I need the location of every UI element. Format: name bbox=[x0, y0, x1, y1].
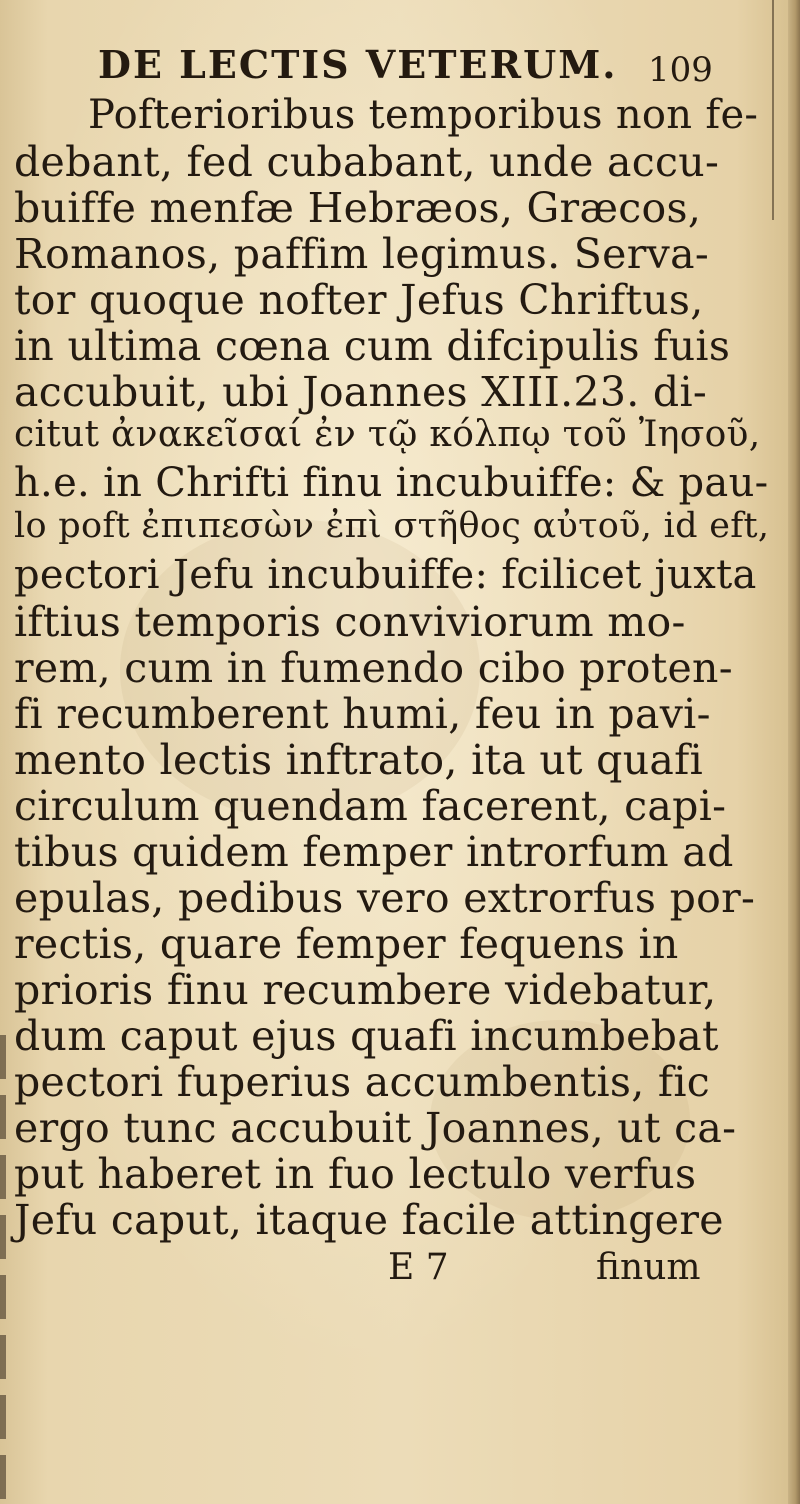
text-line: buiffe menfæ Hebræos, Græcos, bbox=[14, 184, 702, 232]
text-line: pectori Jefu incubuiffe: fcilicet juxta bbox=[14, 552, 757, 598]
text-line: fi recumberent humi, feu in pavi- bbox=[14, 690, 711, 738]
text-line: mento lectis inftrato, ita ut quafi bbox=[14, 736, 704, 784]
margin-rule bbox=[772, 0, 774, 220]
text-line: citut ἀνακεῖσαί ἐν τῷ κόλπῳ τοῦ Ἰησοῦ, bbox=[14, 414, 761, 455]
text-line: lo poft ἐπιπεσὼν ἐπὶ στῆθος αὐτοῦ, id eft, bbox=[14, 506, 770, 546]
page-edge-shadow bbox=[0, 1035, 6, 1504]
text-line: iftius temporis conviviorum mo- bbox=[14, 598, 686, 646]
page-binding-edge bbox=[788, 0, 800, 1504]
text-line: Pofterioribus temporibus non fe- bbox=[88, 92, 759, 138]
text-line: pectori fuperius accumbentis, fic bbox=[14, 1058, 711, 1106]
text-line: in ultima cœna cum difcipulis fuis bbox=[14, 322, 731, 370]
text-line: ergo tunc accubuit Joannes, ut ca- bbox=[14, 1104, 737, 1152]
text-line: dum caput ejus quafi incumbebat bbox=[14, 1012, 719, 1060]
text-line: put haberet in fuo lectulo verfus bbox=[14, 1150, 697, 1198]
text-line: tor quoque nofter Jefus Chriftus, bbox=[14, 276, 704, 324]
text-line: epulas, pedibus vero extrorfus por- bbox=[14, 874, 756, 922]
text-line: rectis, quare femper fequens in bbox=[14, 920, 679, 968]
signature-mark: E 7 bbox=[388, 1247, 449, 1288]
text-line: circulum quendam facerent, capi- bbox=[14, 782, 727, 830]
text-line: h.e. in Chrifti finu incubuiffe: & pau- bbox=[14, 460, 769, 506]
text-line: tibus quidem femper introrfum ad bbox=[14, 828, 734, 876]
page-number: 109 bbox=[648, 50, 713, 90]
catchword: finum bbox=[596, 1247, 701, 1288]
text-line: debant, fed cubabant, unde accu- bbox=[14, 138, 720, 186]
running-title: DE LECTIS VETERUM. bbox=[98, 42, 618, 87]
text-line: accubuit, ubi Joannes XIII.23. di- bbox=[14, 368, 708, 416]
text-line: Jefu caput, itaque facile attingere bbox=[14, 1196, 724, 1244]
text-line: Romanos, paffim legimus. Serva- bbox=[14, 230, 709, 278]
text-line: prioris finu recumbere videbatur, bbox=[14, 966, 717, 1014]
text-line: rem, cum in fumendo cibo proten- bbox=[14, 644, 733, 692]
